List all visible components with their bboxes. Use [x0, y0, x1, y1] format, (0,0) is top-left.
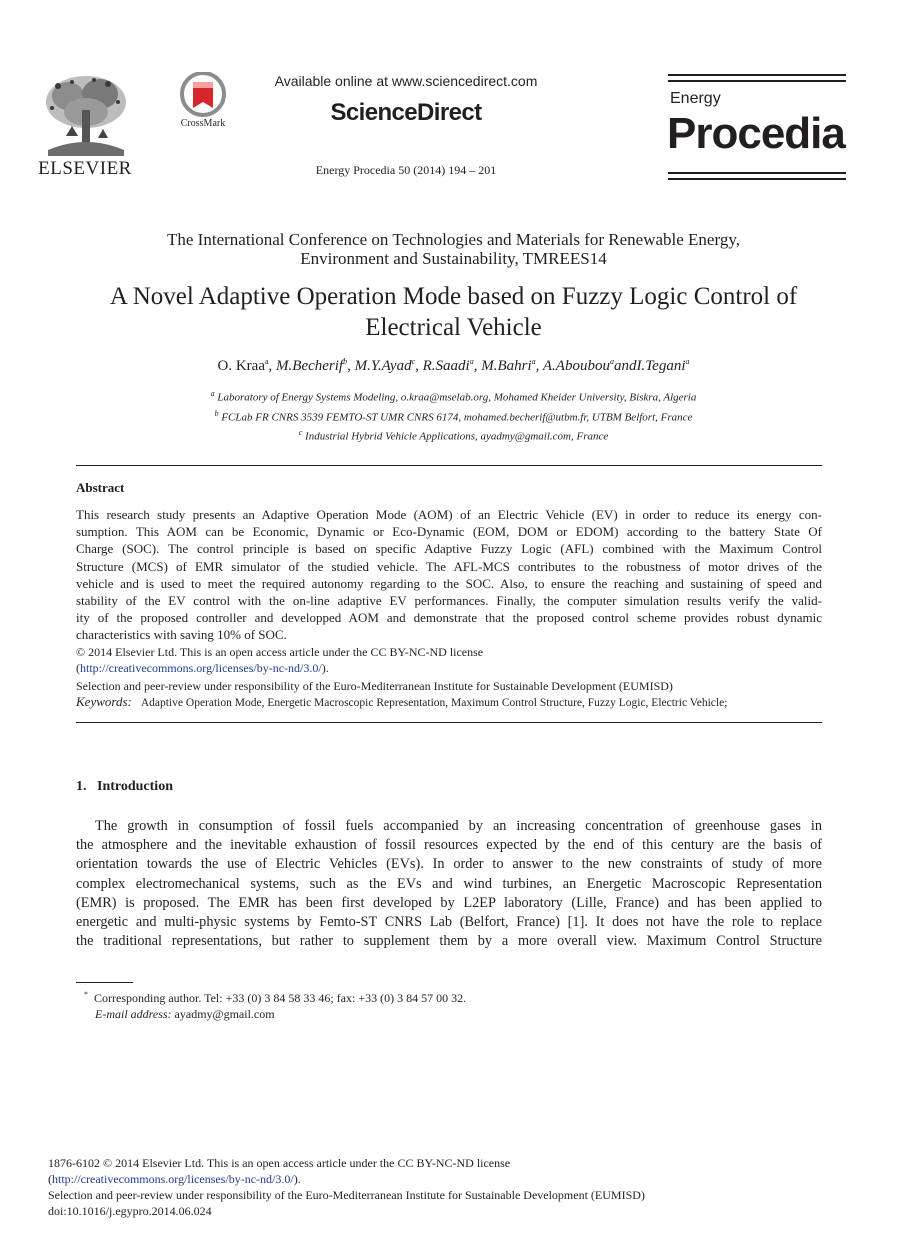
elsevier-tree-icon — [38, 72, 134, 156]
logo-rule-top-2 — [668, 80, 846, 82]
journal-name-small: Energy — [670, 90, 721, 107]
abstract-top-rule — [76, 465, 822, 466]
introduction-body — [76, 817, 822, 951]
conference-name — [40, 230, 867, 268]
affiliation-a: $^a$ Laboratory of Energy Systems Modeling, o.kraa@mselab.org, Mohamed Kheider University, Biskra, Algeria — [210, 389, 697, 404]
conference-line-2: Environment and Sustainability, TMREES14 — [300, 249, 607, 268]
abstract-line: ity of the proposed controller and developped AOM and demonstrate that the proposed control scheme provides robust dynamic — [76, 610, 822, 626]
license-link[interactable]: http://creativecommons.org/licenses/by-nc-nd/3.0/ — [80, 661, 322, 675]
intro-line: the atmosphere and the inevitable exhaustion of fossil resources expected by the end of this century are the basis of — [76, 837, 822, 854]
title-line-1: A Novel Adaptive Operation Mode based on Fuzzy Logic Control of — [109, 283, 798, 310]
abstract-line: Structure (MCS) of EMR simulator of the studied vehicle. The AFL-MCS contributes to the robustness of motor drives of the — [76, 558, 822, 574]
affiliation-b: $^b$ FCLab FR CNRS 3539 FEMTO-ST UMR CNRS 6174, mohamed.becherif@utbm.fr, UTBM Belfort, France — [214, 408, 693, 424]
intro-line: complex electromechanical systems, such as the EVs and wind turbines, an Energetic Macroscopic Representation — [76, 875, 822, 892]
author-item[interactable]: I.Tegani$^a$ — [636, 357, 690, 374]
email-address[interactable]: ayadmy@gmail.com — [174, 1007, 275, 1021]
abstract-line: characteristics with saving 10% of SOC. — [76, 627, 287, 643]
doi-line[interactable]: doi:10.1016/j.egypro.2014.06.024 — [48, 1204, 212, 1218]
conference-line-1: The International Conference on Technologies and Materials for Renewable Energy, — [167, 230, 740, 249]
abstract-license-block — [76, 644, 822, 711]
issn-line: 1876-6102 © 2014 Elsevier Ltd. This is an open access article under the CC BY-NC-ND license — [48, 1156, 511, 1170]
crossmark-icon — [179, 72, 227, 118]
author-item[interactable]: M.Y.Ayad$^c$ — [354, 357, 416, 374]
elsevier-wordmark: ELSEVIER — [38, 158, 132, 179]
intro-line: energetic and multi-physic systems by Femto-ST CNRS Lab (Belfort, France) [1]. It does not have the role to replace — [76, 914, 822, 931]
sciencedirect-wordmark[interactable]: ScienceDirect — [330, 99, 482, 126]
footer-license-link[interactable]: http://creativecommons.org/licenses/by-nc-nd/3.0/ — [52, 1172, 294, 1186]
crossmark-label: CrossMark — [180, 118, 226, 129]
abstract-line: stability of the EV control with the on-line adaptive EV performances. Finally, the computer simulation results verify the valid- — [76, 593, 822, 609]
footnote-rule — [76, 982, 133, 983]
journal-name-large: Procedia — [667, 109, 845, 158]
affiliation-c: $^c$ Industrial Hybrid Vehicle Applications, ayadmy@gmail.com, France — [298, 428, 609, 443]
elsevier-logo — [22, 72, 148, 178]
abstract-line: This research study presents an Adaptive Operation Mode (AOM) of an Electric Vehicle (EV) in order to reduce its energy con- — [76, 507, 822, 522]
abstract-heading: Abstract — [76, 480, 125, 495]
affiliations — [40, 386, 867, 445]
title-line-2: Electrical Vehicle — [365, 314, 542, 341]
keywords-label: Keywords: — [76, 694, 132, 709]
email-label: E-mail address: — [95, 1007, 172, 1021]
license-link-line: (http://creativecommons.org/licenses/by-nc-nd/3.0/). — [76, 661, 329, 675]
abstract-bottom-rule — [76, 722, 822, 723]
logo-rule-bottom-2 — [668, 178, 846, 180]
keywords-line — [76, 694, 822, 711]
abstract-line: Charge (SOC). The control principle is based on specific Adaptive Fuzzy Logic (AFL) combined with the Maximum Control — [76, 541, 822, 557]
author-item[interactable]: M.Bahri$^a$ — [481, 357, 536, 374]
page-footer — [48, 1155, 860, 1219]
corresponding-author: * Corresponding author. Tel: +33 (0) 3 84 58 33 46; fax: +33 (0) 3 84 57 00 32. — [84, 990, 467, 1005]
intro-line: the traditional representations, but rather to supplement them by a more overall view. Maximum Control Structure — [76, 933, 822, 950]
footer-license-line: (http://creativecommons.org/licenses/by-nc-nd/3.0/). — [48, 1172, 301, 1186]
crossmark-logo[interactable] — [172, 72, 234, 134]
intro-line: (EMR) is proposed. The EMR has been first developed by L2EP laboratory (Lille, France) and has been applied to — [76, 894, 822, 911]
intro-line: The growth in consumption of fossil fuels accompanied by an increasing concentration of greenhouse gases in — [95, 818, 822, 834]
author-item[interactable]: M.Becherif$^b$ — [276, 357, 348, 374]
introduction-heading: 1. Introduction — [76, 779, 173, 794]
journal-citation: Energy Procedia 50 (2014) 194 – 201 — [315, 163, 497, 177]
abstract-line: vehicle and is used to meet the required autonomy regarding to the SOC. Also, to ensure the reaching and sustaining of speed and — [76, 575, 822, 591]
author-item[interactable]: R.Saadi$^a$ — [422, 357, 474, 374]
intro-line: orientation towards the use of Electric Vehicles (EVs). In order to answer to the new constraints of study of more — [76, 856, 822, 873]
author-item[interactable]: A.Aboubou$^a$ — [542, 357, 614, 374]
author-item[interactable]: O. Kraa$^a$ — [217, 357, 269, 374]
logo-rule-top-1 — [668, 74, 846, 76]
peer-review-line: Selection and peer-review under responsibility of the Euro-Mediterranean Institute for Sustainable Development (EUMISD) — [76, 679, 673, 693]
author-list: O. Kraa$^a$, M.Becherif$^b$, M.Y.Ayad$^c$, R.Saadi$^a$, M.Bahri$^a$, A.Aboubou$^a$andI.Tegani$^a$ — [217, 357, 690, 374]
footnote — [84, 987, 822, 1022]
email-line — [84, 1006, 822, 1022]
keywords-text: Adaptive Operation Mode, Energetic Macroscopic Representation, Maximum Control Structure, Fuzzy Logic, Electric Vehicle; — [140, 697, 728, 709]
energy-procedia-logo — [668, 74, 846, 184]
abstract-line: sumption. This AOM can be Economic, Dynamic or Eco-Dynamic (EOM, DOM or EDOM) according to the battery State Of — [76, 524, 822, 540]
available-online-text[interactable]: Available online at www.sciencedirect.com — [274, 73, 538, 89]
abstract-body — [76, 506, 822, 644]
footer-peer-review: Selection and peer-review under responsibility of the Euro-Mediterranean Institute for Sustainable Development (EUMISD) — [48, 1188, 645, 1202]
logo-rule-bottom-1 — [668, 172, 846, 174]
paper-title — [20, 281, 887, 343]
copyright-line: © 2014 Elsevier Ltd. This is an open access article under the CC BY-NC-ND license — [76, 645, 484, 659]
